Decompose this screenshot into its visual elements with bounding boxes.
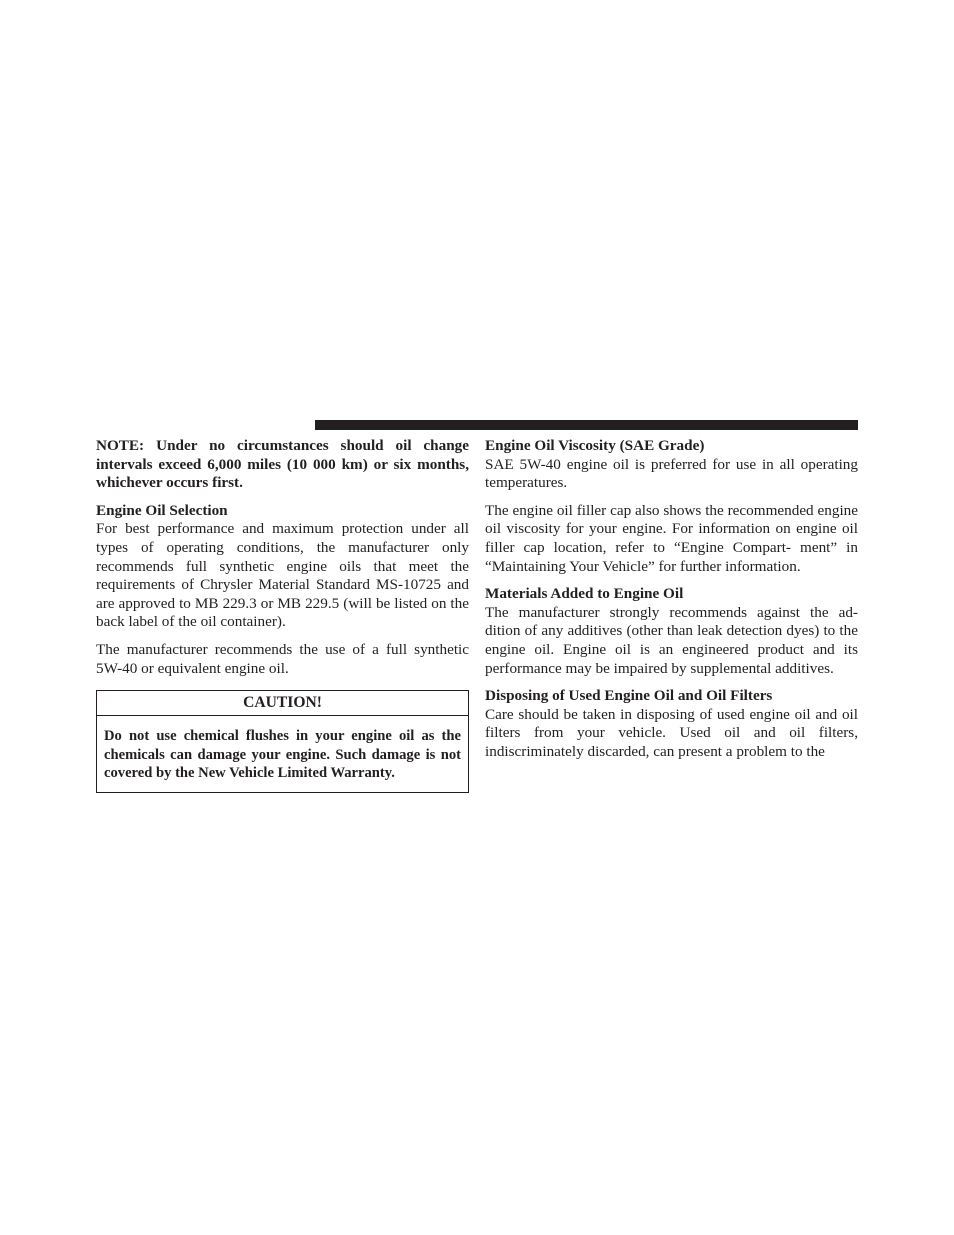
materials-heading: Materials Added to Engine Oil (485, 585, 684, 603)
recommend-text: The manufacturer recommends the use of a full synthetic 5W-40 or equivalent engine oil. (96, 640, 469, 677)
viscosity-heading: Engine Oil Viscosity (SAE Grade) (485, 437, 705, 454)
left-column (96, 437, 469, 793)
caution-box (96, 690, 469, 793)
header-bar (315, 420, 858, 430)
filler-cap-text: The engine oil filler cap also shows the recommended engine oil viscosity for your engine. For information on engine oil filler cap location, refer to “Engine Compart- ment” in “Maintaining Your Vehicle” for further information. (485, 501, 858, 575)
oil-selection-text: For best performance and maximum protection under all types of operating conditions, the manufacturer only recommends full synthetic engine oils that meet the requirements of Chrysler Material Standard MS-10725 and are approved to MB 229.3 or MB 229.5 (will be listed on the back label of the oil container). (96, 520, 469, 631)
materials-text: The manufacturer strongly recommends against the ad- dition of any additives (other than leak detection dyes) to the engine oil. Engine oil is an engineered product and its performance may be impaired by supplemental additives. (485, 603, 858, 677)
oil-selection-section (96, 502, 469, 632)
disposing-text: Care should be taken in disposing of used engine oil and oil filters from your vehicle. Used oil and oil filters, indiscriminately discarded, can present a problem to the (485, 705, 858, 760)
disposing-section (485, 687, 858, 761)
note-paragraph (96, 437, 469, 493)
note-label: NOTE: (96, 437, 145, 454)
oil-selection-heading: Engine Oil Selection (96, 501, 228, 519)
caution-text: Do not use chemical flushes in your engine oil as the chemicals can damage your engine. Such damage is not covered by the New Vehicle Limited Warranty. (104, 728, 461, 782)
caution-title: CAUTION! (97, 691, 468, 716)
note-text: Under no circumstances should oil change intervals exceed 6,000 miles (10 000 km) or six months, whichever occurs first. (96, 437, 469, 492)
materials-section (485, 585, 858, 678)
right-column (485, 437, 858, 771)
viscosity-text: SAE 5W-40 engine oil is preferred for use in all operating temperatures. (485, 455, 858, 492)
viscosity-section (485, 437, 858, 493)
disposing-heading: Disposing of Used Engine Oil and Oil Filters (485, 687, 773, 705)
